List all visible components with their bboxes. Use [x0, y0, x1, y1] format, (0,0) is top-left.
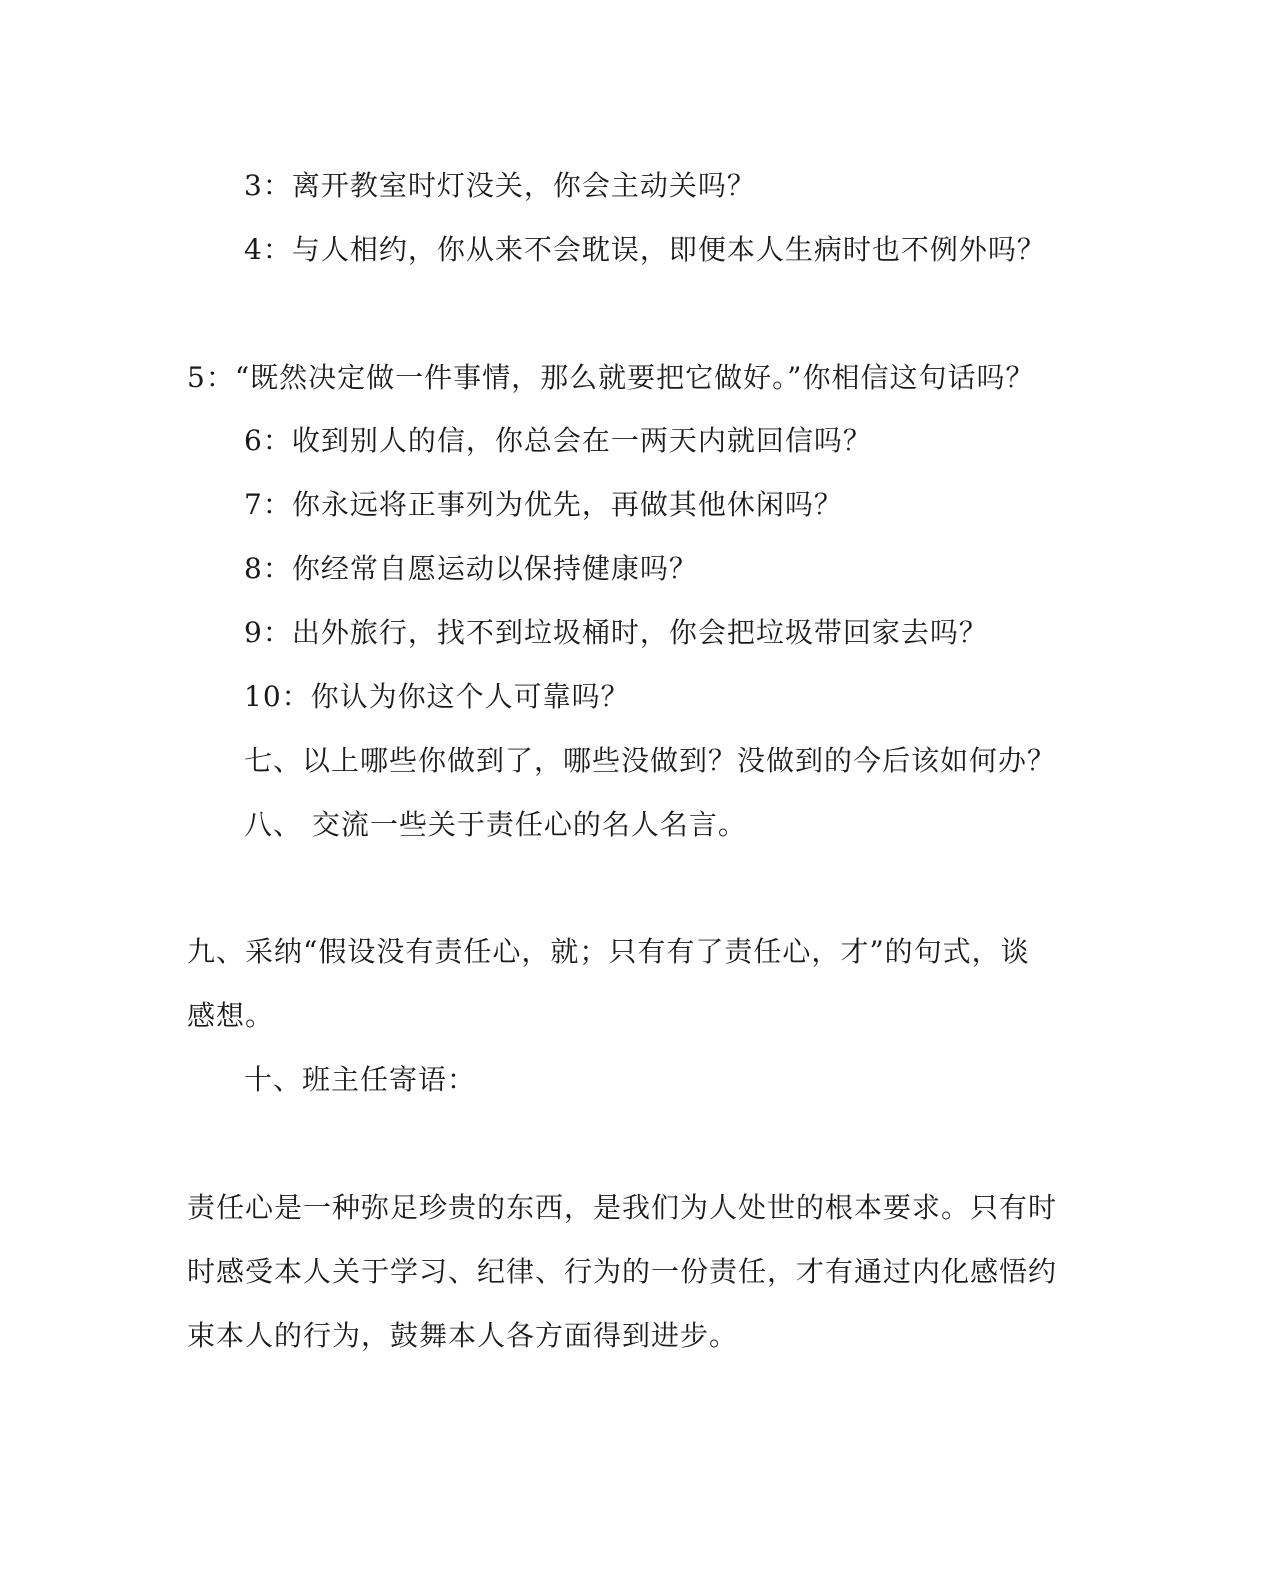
question-8: 8：你经常自愿运动以保持健康吗？	[244, 552, 698, 585]
question-10: 10：你认为你这个人可靠吗？	[244, 680, 630, 713]
section-9-line-2: 感想。	[187, 999, 275, 1032]
section-10-heading: 十、班主任寄语：	[244, 1063, 477, 1096]
closing-paragraph-line-2: 时感受本人关于学习、纪律、行为的一份责任，才有通过内化感悟约	[187, 1255, 1058, 1288]
question-6: 6：收到别人的信，你总会在一两天内就回信吗？	[244, 424, 872, 457]
closing-paragraph-line-3: 束本人的行为，鼓舞本人各方面得到进步。	[187, 1319, 739, 1352]
closing-paragraph-line-1: 责任心是一种弥足珍贵的东西，是我们为人处世的根本要求。只有时	[187, 1191, 1058, 1224]
question-4: 4：与人相约，你从来不会耽误，即便本人生病时也不例外吗？	[244, 233, 1046, 266]
section-8: 八、 交流一些关于责任心的名人名言。	[244, 808, 747, 841]
question-9: 9：出外旅行，找不到垃圾桶时，你会把垃圾带回家去吗？	[244, 616, 988, 649]
question-3: 3：离开教室时灯没关，你会主动关吗？	[244, 169, 756, 202]
question-5: 5：“既然决定做一件事情，那么就要把它做好。”你相信这句话吗？	[187, 361, 1035, 394]
section-9-line-1: 九、采纳“假设没有责任心，就；只有有了责任心，才”的句式，谈	[187, 935, 1030, 968]
section-7: 七、以上哪些你做到了，哪些没做到？没做到的今后该如何办？	[244, 744, 1057, 777]
question-7: 7：你永远将正事列为优先，再做其他休闲吗？	[244, 488, 843, 521]
